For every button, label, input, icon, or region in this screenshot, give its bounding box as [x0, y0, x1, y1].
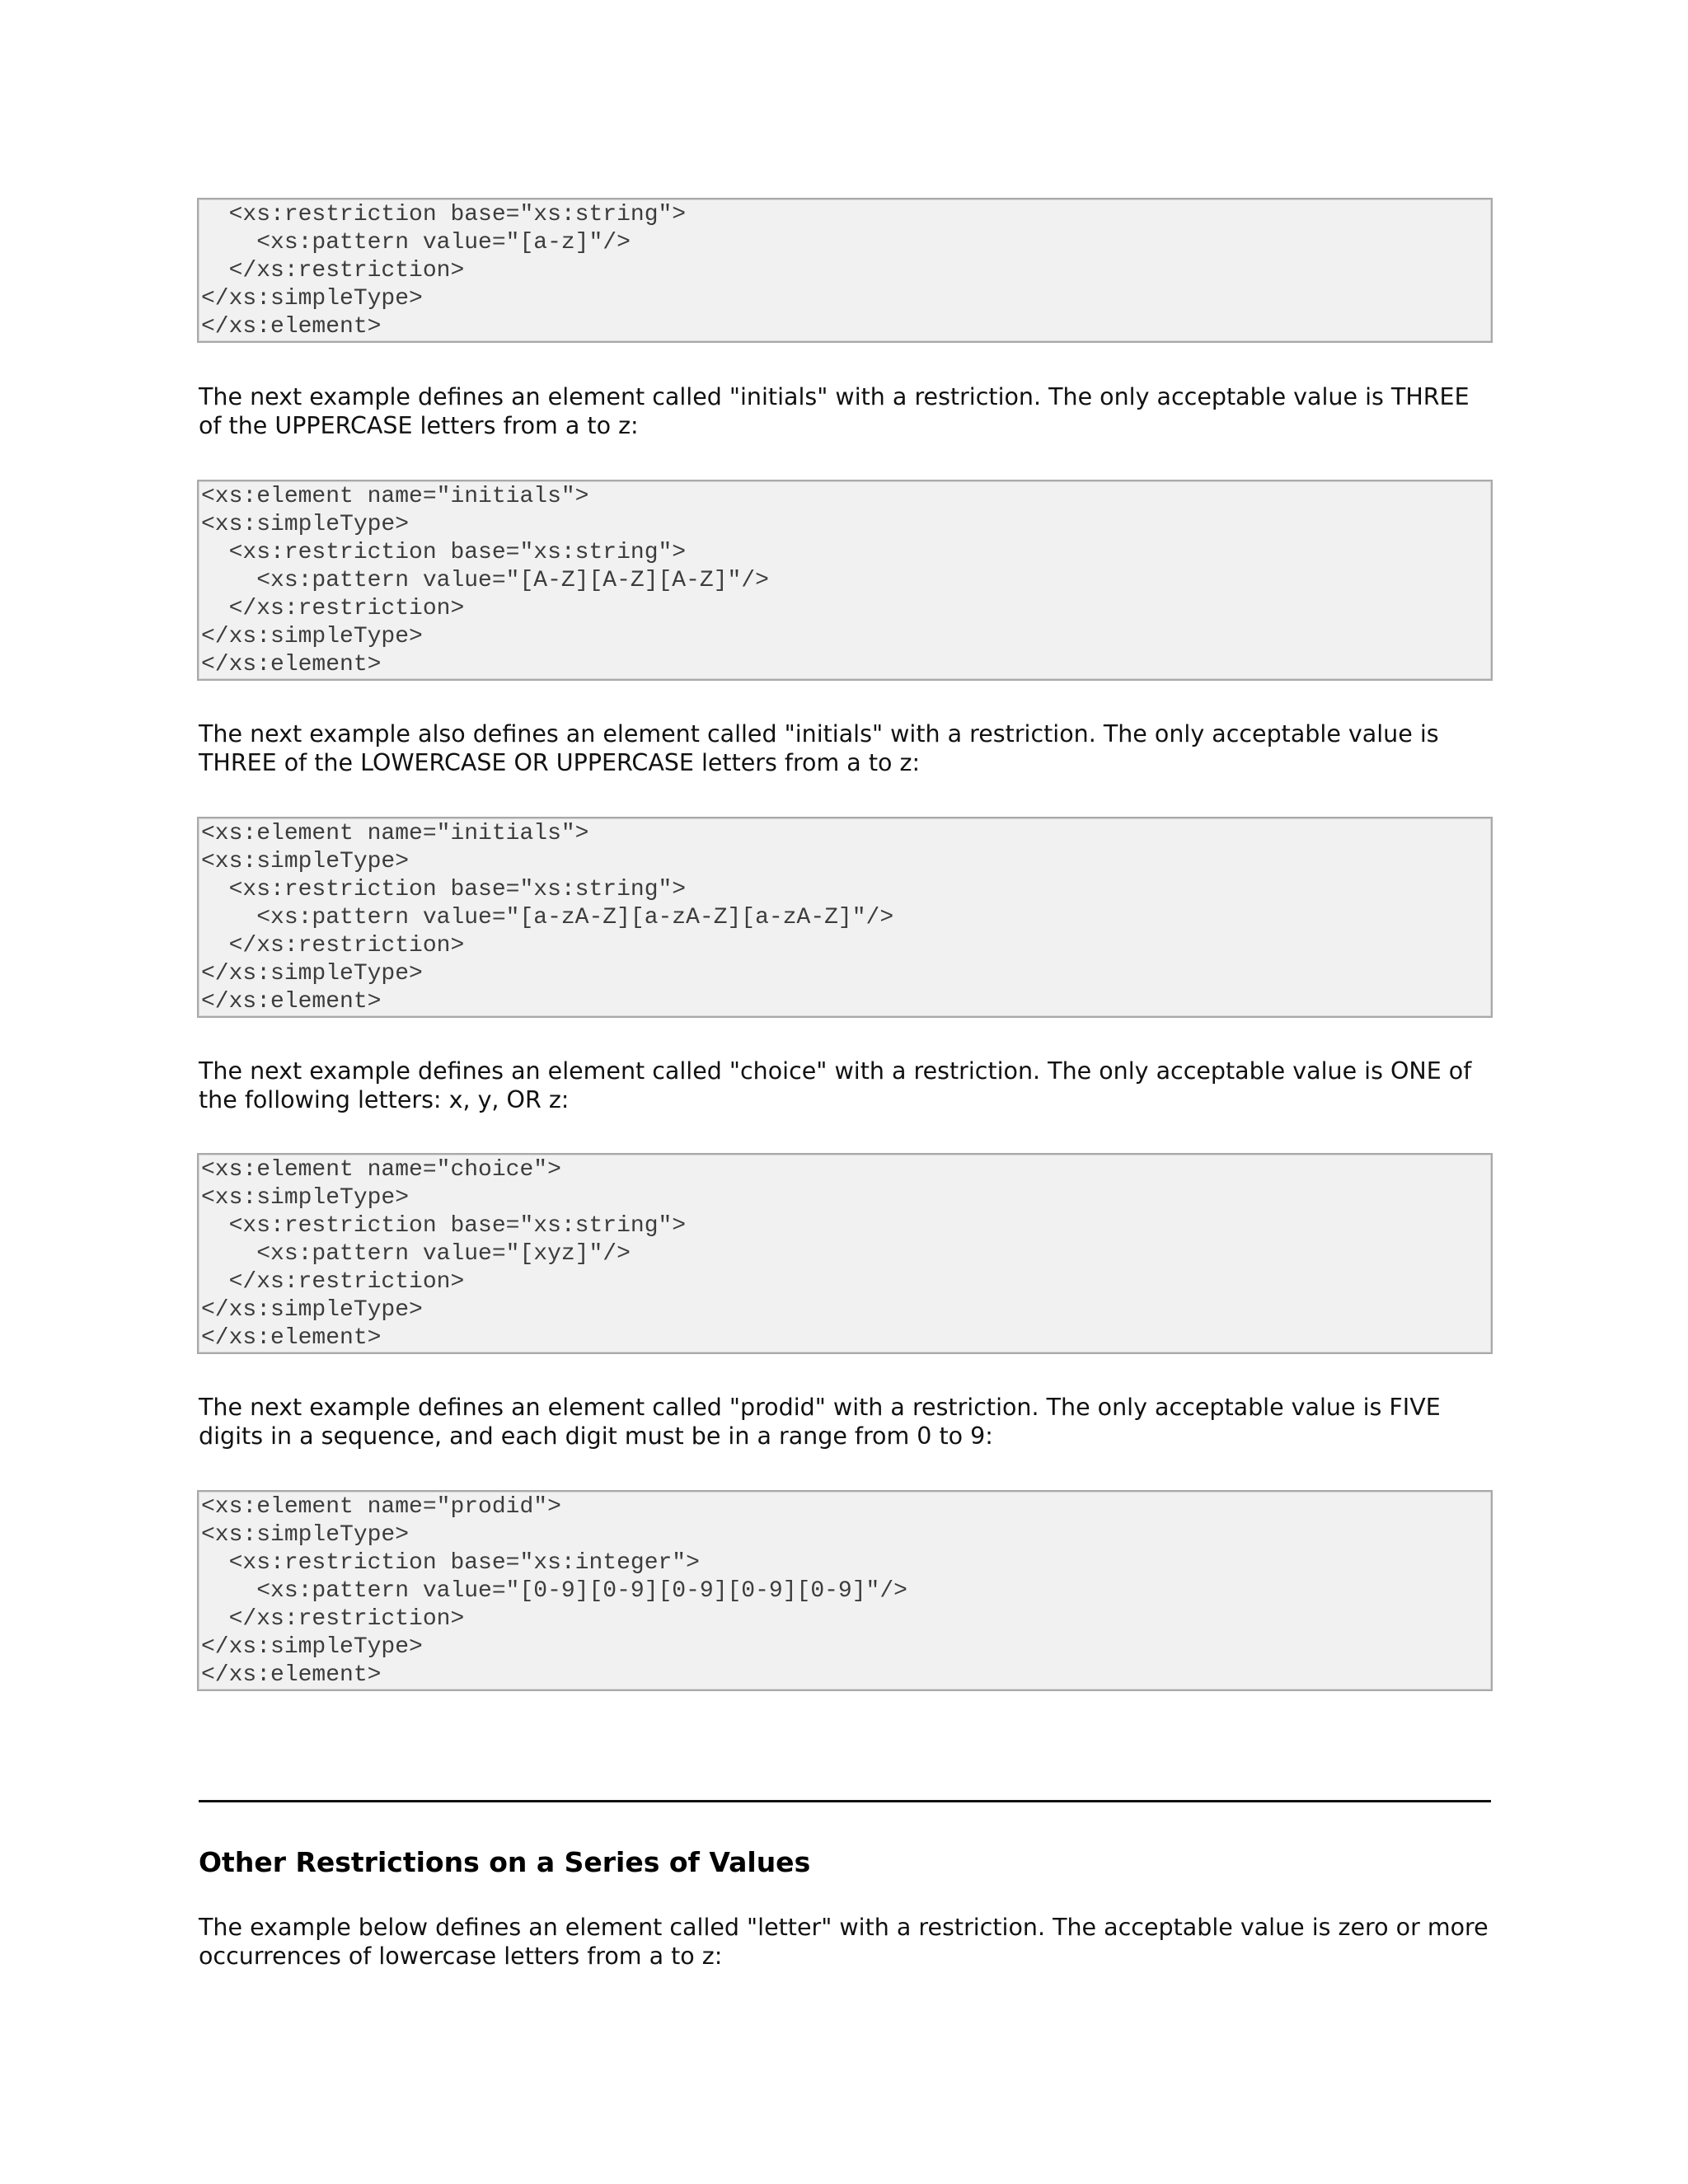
code-line: </xs:restriction> — [201, 1606, 465, 1632]
code-block-4 — [197, 1153, 1493, 1354]
code-line: <xs:pattern value="[xyz]"/> — [201, 1241, 631, 1267]
code-line: <xs:restriction base="xs:string"> — [201, 877, 687, 902]
section-divider — [199, 1800, 1491, 1802]
code-line: <xs:element name="initials"> — [201, 821, 589, 846]
section-heading: Other Restrictions on a Series of Values — [199, 1846, 811, 1878]
code-line: </xs:restriction> — [201, 1269, 465, 1295]
code-line: <xs:restriction base="xs:string"> — [201, 540, 687, 565]
paragraph-choice — [199, 1057, 1501, 1114]
code-line: <xs:element name="prodid"> — [201, 1494, 561, 1520]
code-line: <xs:simpleType> — [201, 1522, 410, 1548]
code-line: <xs:restriction base="xs:string"> — [201, 202, 687, 227]
code-line: <xs:restriction base="xs:integer"> — [201, 1550, 700, 1576]
code-line: <xs:pattern value="[a-zA-Z][a-zA-Z][a-zA-Z]"/> — [201, 905, 894, 930]
code-line: </xs:element> — [201, 1325, 382, 1351]
code-line: </xs:simpleType> — [201, 1634, 423, 1660]
code-block-2 — [197, 480, 1493, 681]
paragraph-initials-uppercase — [199, 382, 1501, 440]
paragraph-letter — [199, 1913, 1501, 1971]
paragraph-line: digits in a sequence, and each digit must be in a range from 0 to 9: — [199, 1422, 993, 1450]
code-line: <xs:pattern value="[a-z]"/> — [201, 230, 631, 255]
code-line: </xs:simpleType> — [201, 624, 423, 649]
paragraph-line: The example below defines an element called "letter" with a restriction. The acceptable value is zero or more — [199, 1914, 1489, 1941]
code-line: <xs:simpleType> — [201, 512, 410, 537]
paragraph-line: the following letters: x, y, OR z: — [199, 1086, 570, 1113]
paragraph-initials-mixed-case — [199, 719, 1501, 777]
code-line: <xs:simpleType> — [201, 1185, 410, 1211]
code-line: </xs:simpleType> — [201, 286, 423, 312]
code-line: </xs:restriction> — [201, 258, 465, 284]
code-block-1 — [197, 198, 1493, 343]
paragraph-line: The next example defines an element called "prodid" with a restriction. The only acceptable value is FIVE — [199, 1394, 1441, 1421]
code-line: </xs:simpleType> — [201, 1297, 423, 1323]
code-line: <xs:pattern value="[0-9][0-9][0-9][0-9][0-9]"/> — [201, 1578, 907, 1604]
paragraph-line: occurrences of lowercase letters from a to z: — [199, 1943, 723, 1970]
code-line: </xs:restriction> — [201, 933, 465, 958]
paragraph-prodid — [199, 1393, 1501, 1451]
paragraph-line: The next example defines an element called "initials" with a restriction. The only acceptable value is THREE — [199, 383, 1470, 410]
code-line: <xs:pattern value="[A-Z][A-Z][A-Z]"/> — [201, 568, 769, 593]
code-line: </xs:element> — [201, 652, 382, 677]
paragraph-line: of the UPPERCASE letters from a to z: — [199, 412, 639, 439]
code-line: </xs:element> — [201, 314, 382, 340]
paragraph-line: THREE of the LOWERCASE OR UPPERCASE letters from a to z: — [199, 749, 921, 776]
code-line: </xs:restriction> — [201, 596, 465, 621]
code-line: <xs:restriction base="xs:string"> — [201, 1213, 687, 1239]
paragraph-line: The next example defines an element called "choice" with a restriction. The only acceptable value is ONE of — [199, 1057, 1472, 1085]
code-line: </xs:simpleType> — [201, 961, 423, 987]
code-line: <xs:element name="initials"> — [201, 484, 589, 509]
code-block-5 — [197, 1490, 1493, 1691]
code-line: <xs:simpleType> — [201, 849, 410, 874]
code-line: </xs:element> — [201, 989, 382, 1015]
paragraph-line: The next example also defines an element called "initials" with a restriction. The only acceptable value is — [199, 720, 1439, 748]
code-line: <xs:element name="choice"> — [201, 1157, 561, 1183]
code-line: </xs:element> — [201, 1662, 382, 1688]
code-block-3 — [197, 817, 1493, 1018]
